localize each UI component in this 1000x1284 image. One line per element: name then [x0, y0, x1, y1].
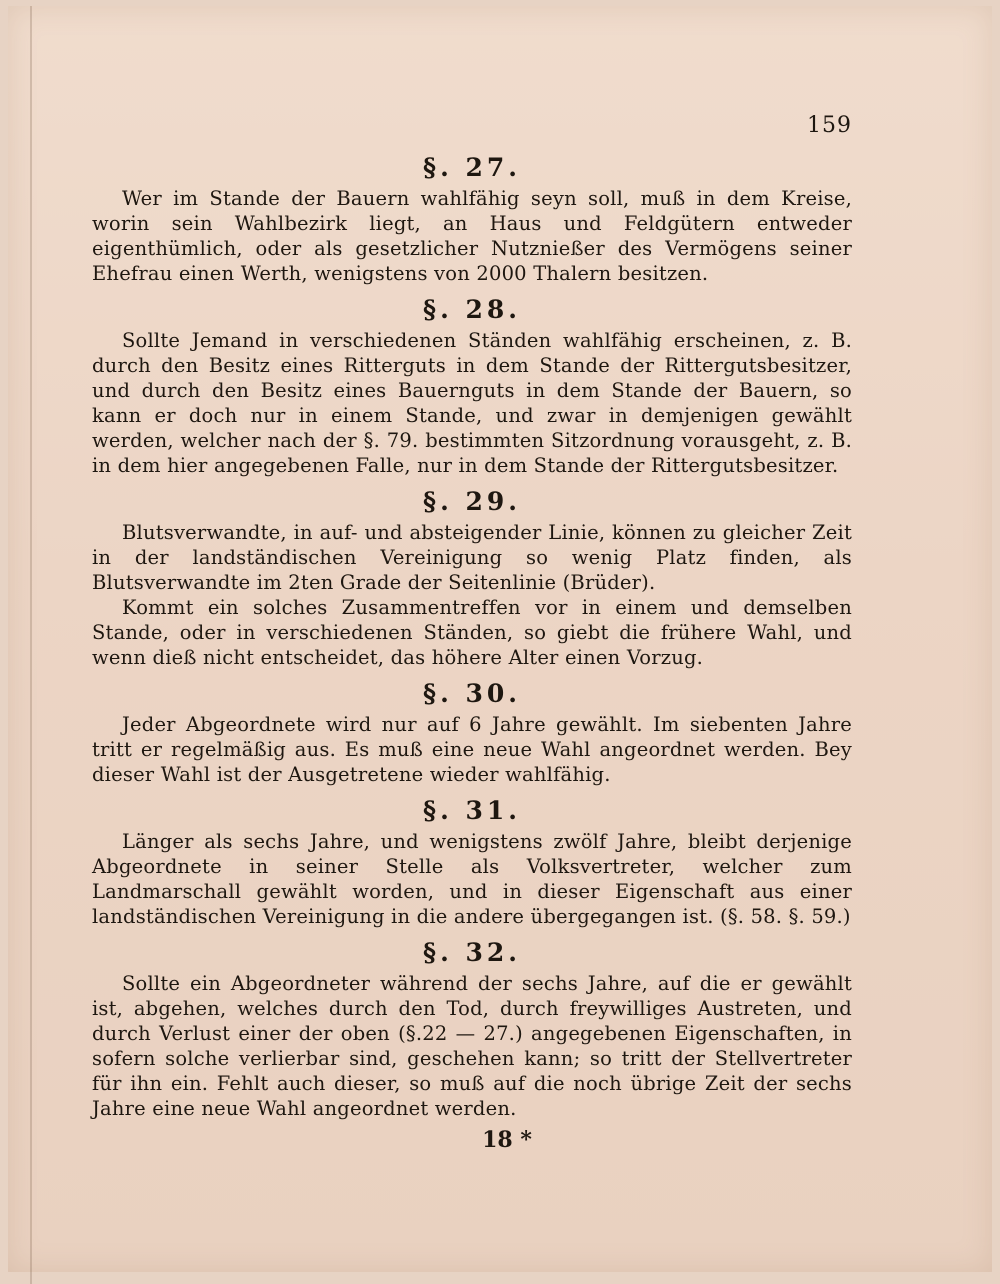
section-paragraph: Kommt ein solches Zusammentreffen vor in einem und demselben Stande, oder in verschiedenen Ständen, so giebt die frühere Wahl, und wenn dieß nicht entscheidet, das höhere Alter einen Vorzug.	[92, 596, 852, 669]
section-paragraph: Länger als sechs Jahre, und wenigstens zwölf Jahre, bleibt derjenige Abgeordnete in seiner Stelle als Volksvertreter, welcher zum Landmarschall gewählt worden, und in dieser Eigenschaft aus einer landständischen Vereinigung in die andere übergegangen ist. (§. 58. §. 59.)	[92, 830, 852, 928]
section-27	[92, 150, 852, 286]
section-heading: §. 29.	[423, 487, 521, 516]
section-heading: §. 27.	[423, 153, 521, 182]
section-30	[92, 676, 852, 787]
section-paragraph: Jeder Abgeordnete wird nur auf 6 Jahre gewählt. Im siebenten Jahre tritt er regelmäßig aus. Es muß eine neue Wahl angeordnet werden. Bey dieser Wahl ist der Ausgetretene wieder wahlfähig.	[92, 713, 852, 786]
section-31	[92, 793, 852, 929]
printer-signature-mark: 18 *	[482, 1127, 532, 1153]
section-heading: §. 32.	[423, 938, 521, 967]
section-29	[92, 484, 852, 670]
section-paragraph: Sollte Jemand in verschiedenen Ständen wahlfähig erscheinen, z. B. durch den Besitz eines Ritterguts in dem Stande der Rittergutsbesitzer, und durch den Besitz eines Bauernguts in dem Stande der Bauern, so kann er doch nur in einem Stande, und zwar in demjenigen gewählt werden, welcher nach der §. 79. bestimmten Sitzordnung vorausgeht, z. B. in dem hier angegebenen Falle, nur in dem Stande der Rittergutsbesitzer.	[92, 329, 852, 477]
section-heading: §. 31.	[423, 796, 521, 825]
page-body	[92, 150, 852, 1153]
section-32	[92, 935, 852, 1121]
page-edge-line	[30, 6, 32, 1284]
section-28	[92, 292, 852, 478]
section-paragraph: Blutsverwandte, in auf- und absteigender Linie, können zu gleicher Zeit in der landständischen Vereinigung so wenig Platz finden, als Blutsverwandte im 2ten Grade der Seitenlinie (Brüder).	[92, 521, 852, 594]
section-paragraph: Sollte ein Abgeordneter während der sechs Jahre, auf die er gewählt ist, abgehen, welches durch den Tod, durch freywilliges Austreten, und durch Verlust einer der oben (§.22 — 27.) angegebenen Eigenschaften, in sofern solche verlierbar sind, geschehen kann; so tritt der Stellvertreter für ihn ein. Fehlt auch dieser, so muß auf die noch übrige Zeit der sechs Jahre eine neue Wahl angeordnet werden.	[92, 972, 852, 1120]
section-paragraph: Wer im Stande der Bauern wahlfähig seyn soll, muß in dem Kreise, worin sein Wahlbezirk liegt, an Haus und Feldgütern entweder eigenthümlich, oder als gesetzlicher Nutznießer des Vermögens seiner Ehefrau einen Werth, wenigstens von 2000 Thalern besitzen.	[92, 187, 852, 285]
page-number: 159	[807, 113, 852, 138]
section-heading: §. 28.	[423, 295, 521, 324]
section-heading: §. 30.	[423, 679, 521, 708]
